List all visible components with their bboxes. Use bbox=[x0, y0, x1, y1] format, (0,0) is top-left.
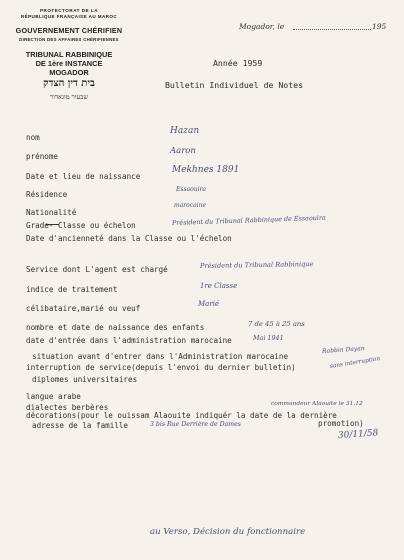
field-label-arabe: langue arabe bbox=[26, 392, 81, 401]
handwritten-service: Président du Tribunal Rabbinique bbox=[199, 260, 314, 270]
field-label-anciennete: Date d'ancienneté dans la Classe ou l'échelon bbox=[26, 234, 232, 243]
handwritten-grade: Président du Tribunal Rabbinique de Essaouira bbox=[171, 213, 326, 227]
handwritten-situation: Rabbin Dayan bbox=[321, 345, 365, 355]
handwritten-nationalite: marocaine bbox=[174, 202, 207, 209]
letterhead-hebrew-title: בית דין הצדק bbox=[43, 78, 95, 89]
document-title: Bulletin Individuel de Notes bbox=[165, 80, 304, 90]
year-suffix: 195 bbox=[372, 22, 387, 31]
handwritten-residence: Essaouira bbox=[176, 186, 206, 193]
letterhead-gouvernement: GOUVERNEMENT CHÉRIFIEN bbox=[15, 26, 123, 35]
field-label-date-lieu: Date et lieu de naissance bbox=[26, 172, 141, 181]
date-dotted-line bbox=[293, 29, 371, 30]
field-label-nationalite: Nationalité bbox=[26, 208, 77, 217]
handwritten-date-naissance: Mekhnes 1891 bbox=[172, 165, 240, 175]
document-year: Année 1959 bbox=[213, 58, 263, 68]
field-label-enfants: nombre et date de naissance des enfants bbox=[26, 323, 205, 332]
field-label-interruption: interruption de service(depuis l'envoi du dernier bulletin) bbox=[26, 363, 296, 372]
handwritten-decorations: commandeur Alaouite le 31.12 bbox=[271, 401, 363, 407]
letterhead-tribunal: TRIBUNAL RABBINIQUE bbox=[25, 50, 113, 59]
field-label-etat-civil: célibataire,marié ou veuf bbox=[26, 304, 141, 313]
letterhead-instance: DE 1ère INSTANCE bbox=[35, 59, 103, 68]
field-label-nom: nom bbox=[26, 133, 40, 142]
field-label-prenom: prénome bbox=[26, 152, 59, 161]
field-label-residence: Résidence bbox=[26, 190, 68, 199]
field-label-diplomes: diplomes universitaires bbox=[32, 375, 138, 384]
handwritten-bottom-note: au Verso, Décision du fonctionnaire bbox=[150, 527, 306, 537]
handwritten-signature-date: 30/11/58 bbox=[337, 428, 379, 441]
letterhead-hebrew-subtitle: שבעיר מוגאדור bbox=[50, 93, 88, 101]
letterhead-city: MOGADOR bbox=[49, 68, 89, 77]
handwritten-entree: Mai 1941 bbox=[253, 334, 284, 342]
field-label-situation: situation avant d'entrer dans l'Administration marocaine bbox=[32, 352, 289, 361]
handwritten-etat-civil: Marié bbox=[198, 300, 220, 308]
field-label-adresse: adresse de la famille bbox=[32, 421, 129, 430]
handwritten-adresse: 3 bis Rue Derrière de Dames bbox=[150, 421, 241, 428]
grade-strikethrough bbox=[46, 224, 59, 225]
handwritten-interruption: sans interruption bbox=[329, 356, 381, 370]
field-label-decorations: décorations(pour le ouissam Alaouite indiquér la date de la dernière bbox=[26, 411, 337, 420]
letterhead-protectorat: PROTECTORAT DE LA bbox=[39, 8, 99, 13]
field-label-entree: date d'entrée dans l'administration marocaine bbox=[26, 336, 232, 345]
field-label-indice: indice de traitement bbox=[26, 285, 118, 294]
field-label-service: Service dont L'agent est chargé bbox=[26, 265, 168, 274]
letterhead-direction: DIRECTION DES AFFAIRES CHÉRIFIENNES bbox=[19, 37, 119, 42]
place-date-label: Mogador, le bbox=[239, 22, 285, 31]
handwritten-indice: 1re Classe bbox=[200, 282, 238, 290]
letterhead-republique: RÉPUBLIQUE FRANÇAISE AU MAROC bbox=[20, 14, 118, 19]
field-label-berberes: dialectes berbères bbox=[26, 403, 109, 412]
handwritten-enfants: 7 de 45 à 25 ans bbox=[248, 320, 305, 328]
handwritten-prenom: Aaron bbox=[170, 146, 196, 156]
field-label-promotion: promotion) bbox=[318, 419, 364, 428]
handwritten-nom: Hazan bbox=[170, 126, 200, 136]
field-label-grade: Grade- Classe ou échelon bbox=[26, 221, 136, 230]
